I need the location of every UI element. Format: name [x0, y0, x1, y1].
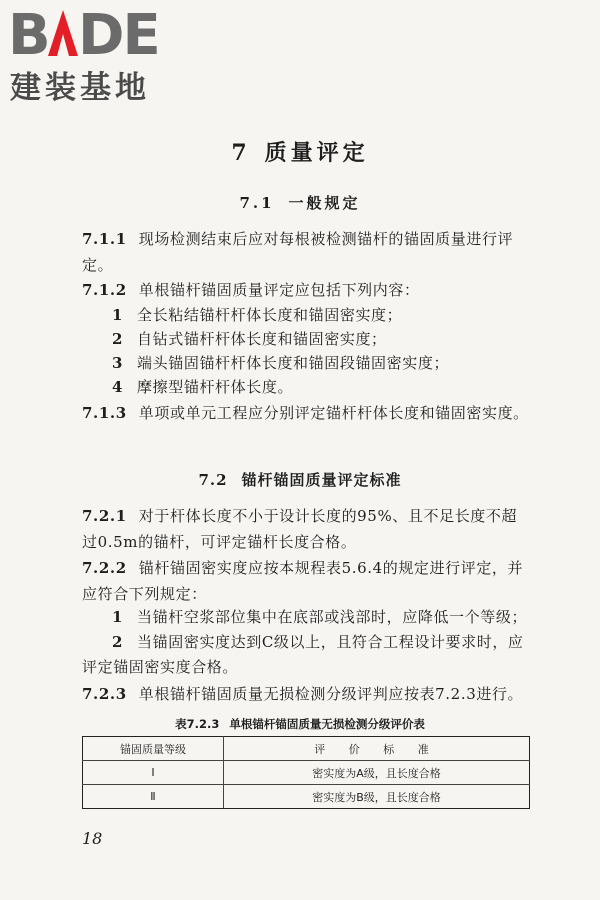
section-number: 7.1 [239, 194, 275, 212]
clause-number: 7.2.2 [82, 559, 127, 577]
table-row [83, 761, 530, 785]
list-item [82, 630, 532, 680]
clause-text: 单根锚杆锚固质量评定应包括下列内容： [138, 281, 420, 299]
list-item [112, 375, 542, 399]
chapter-number: 7 [231, 140, 251, 166]
section-number: 7.2 [198, 471, 228, 489]
clause-text: 单项或单元工程应分别评定锚杆杆体长度和锚固密实度。 [138, 404, 529, 422]
item-number: 4 [112, 378, 124, 396]
item-text: 当锚杆空浆部位集中在底部或浅部时，应降低一个等级； [137, 608, 528, 626]
list-item [112, 351, 542, 375]
header-grade: 锚固质量等级 [83, 737, 224, 761]
chapter-title-text: 质量评定 [264, 140, 369, 166]
clause-text: 单根锚杆锚固质量无损检测分级评判应按表7.2.3进行。 [138, 685, 524, 703]
section-title-text: 一般规定 [288, 194, 361, 212]
item-number: 1 [112, 306, 124, 324]
list-item [112, 327, 542, 351]
bade-logo-wordmark [8, 2, 178, 62]
table-caption-text: 单根锚杆锚固质量无损检测分级评价表 [229, 717, 425, 731]
clause-text: 对于杆体长度不小于设计长度的95%、且不足长度不超过0.5m的锚杆，可评定锚杆长度合格。 [82, 507, 518, 551]
item-number: 3 [112, 354, 124, 372]
brand-logo [8, 2, 178, 106]
item-number: 2 [112, 633, 124, 651]
svg-text:DE: DE [78, 3, 159, 62]
item-text: 当锚固密实度达到C级以上，且符合工程设计要求时，应评定锚固密实度合格。 [82, 633, 524, 676]
item-number: 2 [112, 330, 124, 348]
grade-cell: Ⅱ [83, 785, 224, 809]
svg-text:B: B [8, 3, 49, 62]
criteria-cell: 密实度为A级，且长度合格 [224, 761, 530, 785]
table-caption [0, 716, 600, 732]
clause-7-2-3 [82, 682, 532, 708]
table-number: 表7.2.3 [175, 717, 220, 731]
page-number: 18 [82, 829, 103, 848]
item-number: 1 [112, 608, 124, 626]
logo-subtitle: 建装基地 [10, 70, 150, 106]
table-header-row [83, 737, 530, 761]
item-text: 全长粘结锚杆杆体长度和锚固密实度； [137, 306, 403, 324]
clause-7-1-2 [82, 278, 532, 304]
item-text: 自钻式锚杆杆体长度和锚固密实度； [137, 330, 387, 348]
clause-number: 7.1.1 [82, 230, 127, 248]
list-item [112, 605, 542, 629]
clause-7-1-1 [82, 227, 532, 278]
chapter-title [0, 136, 600, 167]
clause-7-2-2 [82, 556, 532, 607]
section-title-text: 锚杆锚固质量评定标准 [241, 471, 402, 489]
section-title-7-1 [0, 192, 600, 213]
clause-number: 7.2.1 [82, 507, 127, 525]
table-row [83, 785, 530, 809]
list-item [112, 303, 542, 327]
item-text: 摩擦型锚杆杆体长度。 [137, 378, 294, 396]
grade-cell: Ⅰ [83, 761, 224, 785]
clause-number: 7.2.3 [82, 685, 127, 703]
clause-number: 7.1.3 [82, 404, 127, 422]
criteria-cell: 密实度为B级，且长度合格 [224, 785, 530, 809]
header-criteria: 评 价 标 准 [224, 737, 530, 761]
clause-7-1-3 [82, 401, 532, 427]
clause-number: 7.1.2 [82, 281, 127, 299]
clause-text: 锚杆锚固密实度应按本规程表5.6.4的规定进行评定，并应符合下列规定： [82, 559, 524, 603]
clause-text: 现场检测结束后应对每根被检测锚杆的锚固质量进行评定。 [82, 230, 514, 274]
grade-table [82, 736, 530, 809]
clause-7-2-1 [82, 504, 532, 555]
section-title-7-2 [0, 469, 600, 490]
item-text: 端头锚固锚杆杆体长度和锚固段锚固密实度； [137, 354, 450, 372]
